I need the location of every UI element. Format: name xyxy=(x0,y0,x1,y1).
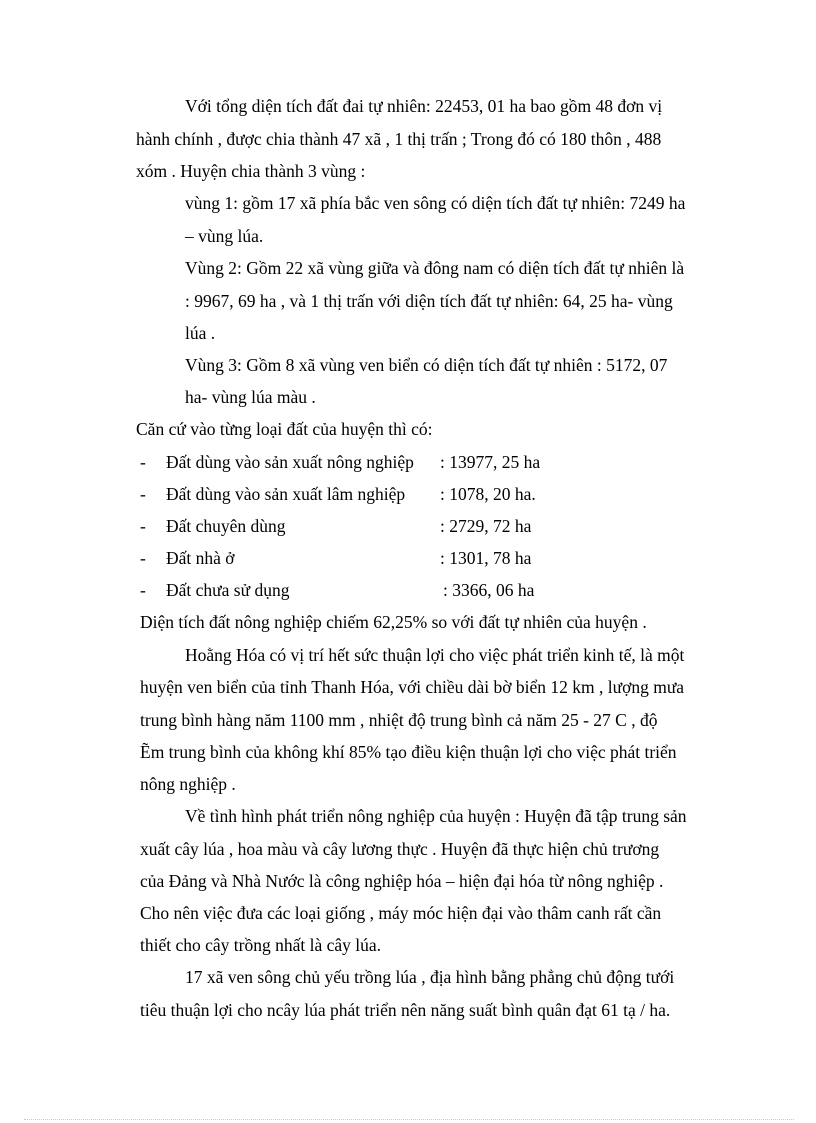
agri-share-sentence: Diện tích đất nông nghiệp chiếm 62,25% so với đất tự nhiên của huyện . xyxy=(140,612,647,632)
paragraph-3-line-5: thiết cho cây trồng nhất là cây lúa. xyxy=(140,935,382,955)
land-item-label: Đất chưa sử dụng xyxy=(166,580,290,600)
paragraph-1-line-2: hành chính , được chia thành 47 xã , 1 thị trấn ; Trong đó có 180 thôn , 488 xyxy=(136,129,662,149)
paragraph-3-line-2: xuất cây lúa , hoa màu và cây lương thực . Huyện đã thực hiện chủ trương xyxy=(140,839,660,859)
land-item-dash: - xyxy=(140,548,146,568)
land-intro: Căn cứ vào từng loại đất của huyện thì có: xyxy=(136,419,433,439)
land-item-label: Đất chuyên dùng xyxy=(166,516,286,536)
paragraph-3-line-1: Về tình hình phát triển nông nghiệp của huyện : Huyện đã tập trung sản xyxy=(185,806,687,826)
paragraph-1-line-3: xóm . Huyện chia thành 3 vùng : xyxy=(136,161,366,181)
land-item-value: : 1301, 78 ha xyxy=(440,548,532,568)
land-item-value: : 3366, 06 ha xyxy=(443,580,535,600)
land-item-label: Đất dùng vào sản xuất lâm nghiệp xyxy=(166,484,406,504)
land-item-value: : 1078, 20 ha. xyxy=(440,484,536,504)
land-item-dash: - xyxy=(140,516,146,536)
land-item-label: Đất dùng vào sản xuất nông nghiệp xyxy=(166,452,414,472)
paragraph-2-line-3: trung bình hàng năm 1100 mm , nhiệt độ trung bình cả năm 25 - 27 C , độ xyxy=(140,710,658,730)
region-2-line-2: : 9967, 69 ha , và 1 thị trấn với diện tích đất tự nhiên: 64, 25 ha- vùng xyxy=(185,291,673,311)
paragraph-4-line-1: 17 xã ven sông chủ yếu trồng lúa , địa hình bằng phẳng chủ động tưới xyxy=(185,967,675,987)
region-1-line-1: vùng 1: gồm 17 xã phía bắc ven sông có diện tích đất tự nhiên: 7249 ha xyxy=(185,193,686,213)
paragraph-2-line-5: nông nghiệp . xyxy=(140,774,236,794)
region-2-line-3: lúa . xyxy=(185,323,216,343)
paragraph-3-line-4: Cho nên việc đưa các loại giống , máy móc hiện đại vào thâm canh rất cần xyxy=(140,903,662,923)
land-item-dash: - xyxy=(140,580,146,600)
paragraph-2-line-1: Hoằng Hóa có vị trí hết sức thuận lợi cho việc phát triển kinh tế, là một xyxy=(185,645,685,665)
land-item-value: : 2729, 72 ha xyxy=(440,516,532,536)
page-bottom-divider xyxy=(24,1119,794,1120)
region-1-line-2: – vùng lúa. xyxy=(185,226,264,246)
land-item-label: Đất nhà ở xyxy=(166,548,235,568)
land-item-dash: - xyxy=(140,484,146,504)
paragraph-2-line-2: huyện ven biển của tỉnh Thanh Hóa, với chiều dài bờ biển 12 km , lượng mưa xyxy=(140,677,685,697)
paragraph-4-line-2: tiêu thuận lợi cho ncây lúa phát triển nên năng suất bình quân đạt 61 tạ / ha. xyxy=(140,1000,671,1020)
paragraph-1-line-1: Với tổng diện tích đất đai tự nhiên: 22453, 01 ha bao gồm 48 đơn vị xyxy=(185,96,663,116)
paragraph-3-line-3: của Đảng và Nhà Nước là công nghiệp hóa – hiện đại hóa từ nông nghiệp . xyxy=(140,871,664,891)
region-3-line-2: ha- vùng lúa màu . xyxy=(185,387,316,407)
paragraph-2-line-4: Ẽm trung bình của không khí 85% tạo điều kiện thuận lợi cho việc phát triển xyxy=(140,742,677,762)
land-item-dash: - xyxy=(140,452,146,472)
region-3-line-1: Vùng 3: Gồm 8 xã vùng ven biển có diện tích đất tự nhiên : 5172, 07 xyxy=(185,355,668,375)
land-item-value: : 13977, 25 ha xyxy=(440,452,541,472)
region-2-line-1: Vùng 2: Gồm 22 xã vùng giữa và đông nam có diện tích đất tự nhiên là xyxy=(185,258,685,278)
